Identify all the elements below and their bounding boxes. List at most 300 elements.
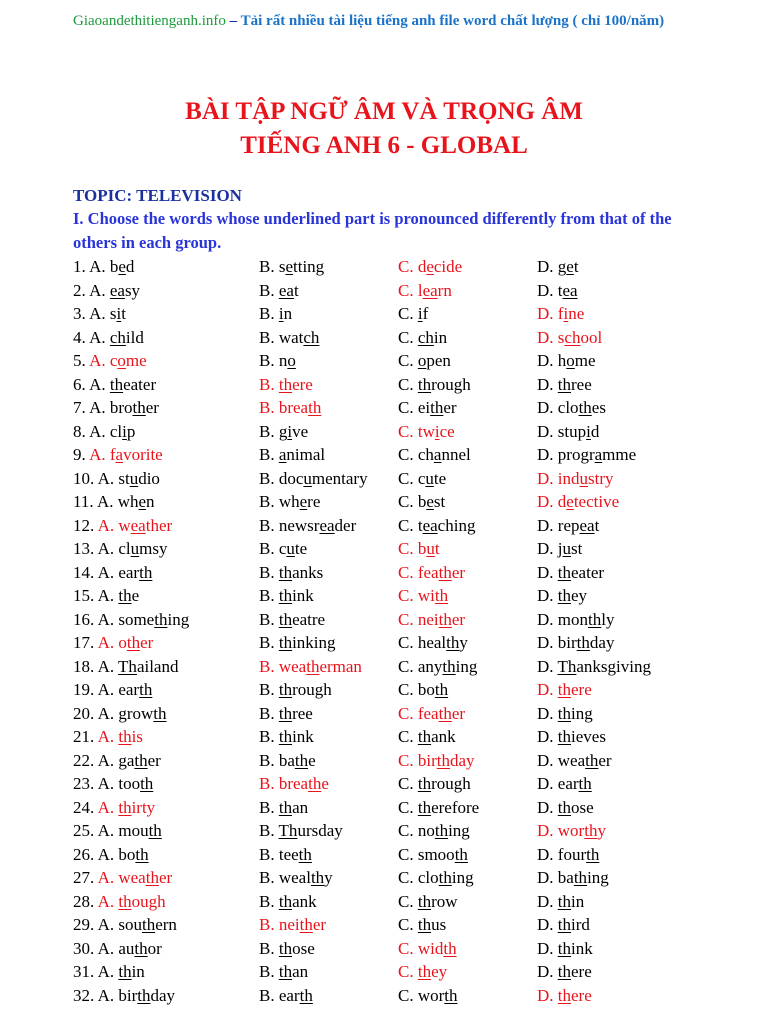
option-a: [73, 302, 126, 326]
question-number: 20.: [73, 703, 98, 723]
option-b: [259, 396, 321, 420]
underlined-part: th: [438, 703, 452, 723]
word-prefix: cl: [118, 539, 131, 558]
underlined-part: i: [287, 421, 293, 441]
question-row: [0, 749, 768, 773]
word-prefix: wid: [417, 938, 444, 958]
option-letter: B.: [259, 915, 279, 934]
option-letter: B.: [259, 938, 279, 958]
option-letter: C.: [398, 962, 418, 981]
option-b: [259, 537, 307, 561]
option-letter: A.: [97, 938, 119, 958]
word-suffix: ird: [571, 915, 590, 934]
word-suffix: er: [598, 750, 612, 770]
option-letter: C.: [398, 327, 418, 347]
option-d: [537, 890, 584, 914]
option-d: [537, 490, 619, 514]
underlined-part: th: [417, 727, 432, 746]
option-d: [537, 255, 579, 279]
option-d: [537, 373, 592, 397]
underlined-part: e: [118, 257, 126, 276]
header-description: Tải rất nhiều tài liệu tiếng anh file word chất lượng ( chỉ 100/năm): [240, 13, 665, 29]
underlined-part: th: [299, 985, 313, 1005]
option-letter: A.: [97, 680, 119, 699]
question-number: 18.: [73, 656, 98, 676]
option-d: [537, 749, 612, 773]
option-a: [73, 561, 152, 585]
option-letter: B.: [259, 703, 279, 723]
underlined-part: th: [576, 633, 590, 652]
option-letter: A.: [97, 797, 119, 817]
word-suffix: er: [451, 609, 466, 629]
option-letter: D.: [537, 844, 558, 864]
option-letter: C.: [398, 750, 418, 770]
word-prefix: some: [118, 609, 155, 629]
word-prefix: s: [557, 327, 565, 347]
underlined-part: th: [585, 750, 599, 770]
question-row: [0, 631, 768, 655]
underlined-part: o: [117, 351, 126, 370]
option-letter: C.: [398, 468, 418, 488]
word-prefix: ind: [557, 468, 580, 488]
word-suffix: ool: [580, 327, 603, 347]
option-c: [398, 937, 457, 961]
option-c: [398, 467, 446, 491]
word-suffix: in: [433, 327, 448, 347]
word-prefix: wat: [278, 327, 304, 347]
option-a: [73, 584, 139, 608]
option-b: [259, 702, 313, 726]
underlined-part: ch: [109, 327, 126, 347]
option-letter: A.: [97, 562, 119, 582]
underlined-part: th: [278, 609, 293, 629]
option-letter: A.: [89, 257, 110, 276]
word-suffix: pen: [426, 351, 451, 370]
option-b: [259, 443, 325, 467]
underlined-part: th: [308, 398, 322, 417]
option-c: [398, 725, 456, 749]
word-suffix: rough: [431, 374, 471, 394]
option-c: [398, 490, 445, 514]
underlined-part: th: [294, 750, 309, 770]
word-prefix: c: [417, 468, 426, 488]
question-row: [0, 443, 768, 467]
underlined-part: ch: [417, 327, 434, 347]
underlined-part: th: [438, 868, 452, 887]
underlined-part: th: [557, 938, 572, 958]
question-row: [0, 796, 768, 820]
option-a: [73, 913, 177, 937]
option-letter: A.: [89, 421, 110, 441]
word-suffix: nnel: [441, 445, 471, 464]
word-prefix: bir: [417, 750, 437, 770]
option-letter: C.: [398, 985, 418, 1005]
option-a: [73, 467, 160, 491]
underlined-part: th: [118, 586, 132, 605]
option-a: [73, 443, 163, 467]
option-letter: C.: [398, 445, 418, 464]
word-suffix: ink: [571, 938, 593, 958]
option-c: [398, 561, 465, 585]
option-d: [537, 420, 599, 444]
option-letter: B.: [259, 750, 279, 770]
question-number: 23.: [73, 774, 98, 793]
question-row: [0, 890, 768, 914]
word-suffix: ing: [455, 656, 478, 676]
option-d: [537, 960, 592, 984]
option-c: [398, 326, 447, 350]
option-c: [398, 960, 447, 984]
title-line-2: TIẾNG ANH 6 - GLOBAL: [240, 132, 528, 159]
option-letter: A.: [97, 821, 119, 840]
question-row: [0, 702, 768, 726]
option-letter: C.: [398, 492, 418, 511]
option-letter: A.: [97, 891, 119, 911]
option-letter: D.: [537, 797, 558, 817]
underlined-part: th: [557, 680, 572, 699]
underlined-part: th: [417, 797, 432, 817]
option-c: [398, 819, 470, 843]
word-prefix: o: [118, 633, 127, 652]
option-c: [398, 631, 468, 655]
option-letter: C.: [398, 680, 418, 699]
word-suffix: st: [571, 539, 583, 558]
word-suffix: an: [292, 962, 309, 981]
underlined-part: i: [417, 304, 423, 323]
question-row: [0, 866, 768, 890]
option-letter: A.: [97, 515, 119, 535]
option-b: [259, 631, 336, 655]
option-letter: A.: [97, 727, 119, 746]
option-letter: B.: [259, 468, 279, 488]
word-suffix: sy: [124, 280, 141, 300]
word-suffix: ough: [131, 891, 166, 911]
underlined-part: th: [137, 985, 151, 1005]
word-prefix: fea: [417, 562, 439, 582]
option-b: [259, 420, 308, 444]
option-b: [259, 843, 312, 867]
word-prefix: any: [417, 656, 443, 676]
underlined-part: o: [287, 351, 296, 370]
word-prefix: n: [278, 351, 288, 370]
site-name[interactable]: Giaoandethitienganh.info: [73, 13, 226, 29]
option-letter: B.: [259, 280, 279, 300]
option-letter: D.: [537, 468, 558, 488]
word-prefix: wea: [557, 750, 586, 770]
word-suffix: er: [140, 633, 154, 652]
option-letter: D.: [537, 868, 558, 887]
question-row: [0, 608, 768, 632]
word-prefix: b: [417, 492, 427, 511]
option-letter: A.: [97, 609, 119, 629]
question-row: [0, 584, 768, 608]
word-suffix: ere: [292, 374, 313, 394]
underlined-part: th: [557, 891, 572, 911]
underlined-part: th: [442, 656, 456, 676]
underlined-part: i: [122, 421, 127, 441]
underlined-part: th: [438, 609, 452, 629]
question-row: [0, 279, 768, 303]
word-prefix: cl: [109, 421, 123, 441]
underlined-part: th: [132, 398, 146, 417]
option-letter: B.: [259, 868, 279, 887]
word-suffix: er: [451, 703, 466, 723]
word-suffix: re: [307, 492, 321, 511]
word-prefix: clo: [417, 868, 439, 887]
word-suffix: ing: [571, 703, 593, 723]
option-letter: B.: [259, 633, 279, 652]
word-suffix: us: [431, 915, 447, 934]
option-letter: B.: [259, 562, 279, 582]
option-a: [73, 678, 152, 702]
word-suffix: e: [308, 750, 316, 770]
word-suffix: d: [125, 257, 135, 276]
word-prefix: clo: [557, 398, 579, 417]
option-b: [259, 349, 296, 373]
underlined-part: th: [278, 797, 293, 817]
underlined-part: th: [557, 727, 572, 746]
underlined-part: e: [566, 257, 574, 276]
option-letter: C.: [398, 586, 418, 605]
underlined-part: th: [109, 374, 124, 394]
word-suffix: ce: [439, 421, 455, 441]
word-suffix: e: [321, 774, 329, 793]
option-d: [537, 561, 604, 585]
question-number: 19.: [73, 680, 98, 699]
underlined-part: th: [134, 938, 148, 958]
option-c: [398, 584, 448, 608]
underlined-part: u: [426, 539, 435, 558]
word-suffix: erefore: [431, 797, 480, 817]
option-letter: D.: [537, 915, 558, 934]
option-b: [259, 984, 313, 1008]
option-letter: B.: [259, 445, 279, 464]
option-a: [73, 866, 172, 890]
question-row: [0, 537, 768, 561]
underlined-part: th: [417, 962, 432, 981]
question-number: 2.: [73, 280, 90, 300]
question-number: 1.: [73, 257, 90, 276]
question-row: [0, 913, 768, 937]
underlined-part: Th: [557, 656, 577, 676]
underlined-part: th: [434, 821, 449, 840]
option-letter: B.: [259, 421, 279, 441]
option-letter: C.: [398, 562, 418, 582]
word-prefix: ear: [557, 774, 579, 793]
option-letter: C.: [398, 727, 418, 746]
underlined-part: i: [586, 421, 591, 441]
question-number: 6.: [73, 374, 90, 394]
option-d: [537, 349, 596, 373]
option-d: [537, 819, 606, 843]
word-suffix: ing: [451, 868, 474, 887]
underlined-part: th: [586, 844, 600, 864]
question-row: [0, 255, 768, 279]
word-suffix: eatre: [292, 609, 326, 629]
question-number: 10.: [73, 468, 98, 488]
word-suffix: t: [293, 280, 299, 300]
word-prefix: doc: [278, 468, 304, 488]
underlined-part: th: [417, 774, 432, 793]
option-letter: A.: [97, 750, 119, 770]
question-row: [0, 984, 768, 1008]
underlined-part: i: [278, 304, 284, 323]
word-suffix: te: [433, 468, 447, 488]
underlined-part: th: [148, 821, 162, 840]
option-b: [259, 678, 332, 702]
word-suffix: es: [591, 398, 606, 417]
underlined-part: th: [141, 915, 156, 934]
underlined-part: th: [278, 633, 293, 652]
option-letter: A.: [97, 844, 119, 864]
underlined-part: th: [436, 750, 450, 770]
word-prefix: wi: [417, 586, 435, 605]
option-letter: C.: [398, 304, 418, 323]
word-suffix: me: [574, 351, 596, 370]
word-suffix: ieves: [571, 727, 606, 746]
word-suffix: ink: [292, 727, 314, 746]
word-suffix: y: [324, 868, 333, 887]
word-suffix: an: [292, 797, 309, 817]
underlined-part: th: [154, 609, 168, 629]
word-suffix: eater: [571, 562, 605, 582]
word-suffix: ve: [292, 421, 309, 441]
option-b: [259, 725, 314, 749]
underlined-part: th: [278, 586, 293, 605]
underlined-part: u: [129, 468, 139, 488]
question-row: [0, 349, 768, 373]
underlined-part: ea: [562, 280, 578, 300]
option-letter: A.: [96, 492, 118, 511]
word-suffix: nimal: [286, 445, 326, 464]
word-suffix: d: [590, 421, 600, 441]
option-letter: D.: [537, 421, 558, 441]
question-row: [0, 561, 768, 585]
underlined-part: e: [566, 492, 574, 511]
option-c: [398, 843, 468, 867]
word-suffix: y: [459, 633, 468, 652]
underlined-part: e: [299, 492, 308, 511]
word-prefix: j: [557, 539, 563, 558]
underlined-part: th: [573, 868, 588, 887]
word-suffix: mme: [602, 445, 637, 464]
word-prefix: h: [557, 351, 567, 370]
option-letter: D.: [537, 374, 558, 394]
option-d: [537, 678, 592, 702]
underlined-part: th: [434, 586, 449, 605]
question-row: [0, 467, 768, 491]
underlined-part: i: [434, 421, 440, 441]
option-letter: D.: [537, 633, 558, 652]
option-a: [73, 631, 153, 655]
word-suffix: row: [431, 891, 458, 911]
underlined-part: u: [286, 539, 295, 558]
underlined-part: th: [454, 844, 468, 864]
option-a: [73, 819, 162, 843]
option-letter: C.: [398, 656, 418, 676]
underlined-part: ch: [564, 327, 581, 347]
question-row: [0, 514, 768, 538]
option-d: [537, 396, 606, 420]
option-letter: A.: [97, 539, 119, 558]
word-prefix: ch: [417, 445, 434, 464]
option-letter: D.: [537, 562, 558, 582]
underlined-part: th: [557, 586, 572, 605]
option-letter: B.: [259, 539, 279, 558]
word-prefix: f: [557, 304, 564, 323]
word-prefix: l: [417, 280, 423, 300]
option-a: [73, 725, 143, 749]
word-suffix: f: [422, 304, 429, 323]
word-suffix: n: [283, 304, 293, 323]
question-number: 25.: [73, 821, 98, 840]
option-b: [259, 608, 325, 632]
word-suffix: mentary: [311, 468, 368, 488]
underlined-part: ch: [303, 327, 320, 347]
underlined-part: th: [278, 891, 293, 911]
option-b: [259, 584, 314, 608]
word-prefix: b: [417, 539, 427, 558]
option-letter: D.: [537, 445, 558, 464]
word-suffix: tective: [573, 492, 620, 511]
underlined-part: th: [557, 985, 572, 1005]
question-row: [0, 302, 768, 326]
option-b: [259, 960, 308, 984]
underlined-part: th: [135, 844, 149, 864]
word-suffix: n: [146, 492, 155, 511]
underlined-part: th: [118, 891, 132, 911]
option-b: [259, 302, 292, 326]
word-suffix: ing: [448, 821, 470, 840]
word-suffix: ern: [155, 915, 177, 934]
word-prefix: brea: [278, 398, 309, 417]
option-c: [398, 678, 448, 702]
underlined-part: th: [438, 562, 452, 582]
word-prefix: wh: [278, 492, 300, 511]
word-suffix: ose: [292, 938, 315, 958]
word-prefix: heal: [417, 633, 447, 652]
option-d: [537, 326, 602, 350]
word-prefix: four: [557, 844, 587, 864]
underlined-part: th: [557, 797, 572, 817]
option-letter: B.: [259, 774, 279, 793]
word-suffix: day: [150, 985, 176, 1005]
word-prefix: d: [417, 257, 427, 276]
underlined-part: i: [563, 304, 569, 323]
option-a: [73, 796, 155, 820]
word-prefix: no: [417, 821, 435, 840]
option-letter: C.: [398, 398, 418, 417]
option-d: [537, 702, 593, 726]
word-suffix: ank: [431, 727, 456, 746]
option-c: [398, 514, 475, 538]
option-d: [537, 302, 584, 326]
option-c: [398, 537, 440, 561]
option-b: [259, 890, 317, 914]
word-suffix: ly: [601, 609, 615, 629]
title-line-1: BÀI TẬP NGỮ ÂM VÀ TRỌNG ÂM: [185, 98, 583, 125]
underlined-part: th: [140, 774, 154, 793]
question-number: 27.: [73, 868, 98, 887]
word-suffix: ree: [571, 374, 592, 394]
option-letter: A.: [97, 915, 119, 934]
question-number: 13.: [73, 539, 98, 558]
option-letter: B.: [259, 609, 279, 629]
option-d: [537, 608, 614, 632]
word-suffix: ey: [571, 586, 588, 605]
underlined-part: ea: [422, 515, 438, 535]
option-letter: D.: [537, 492, 558, 511]
